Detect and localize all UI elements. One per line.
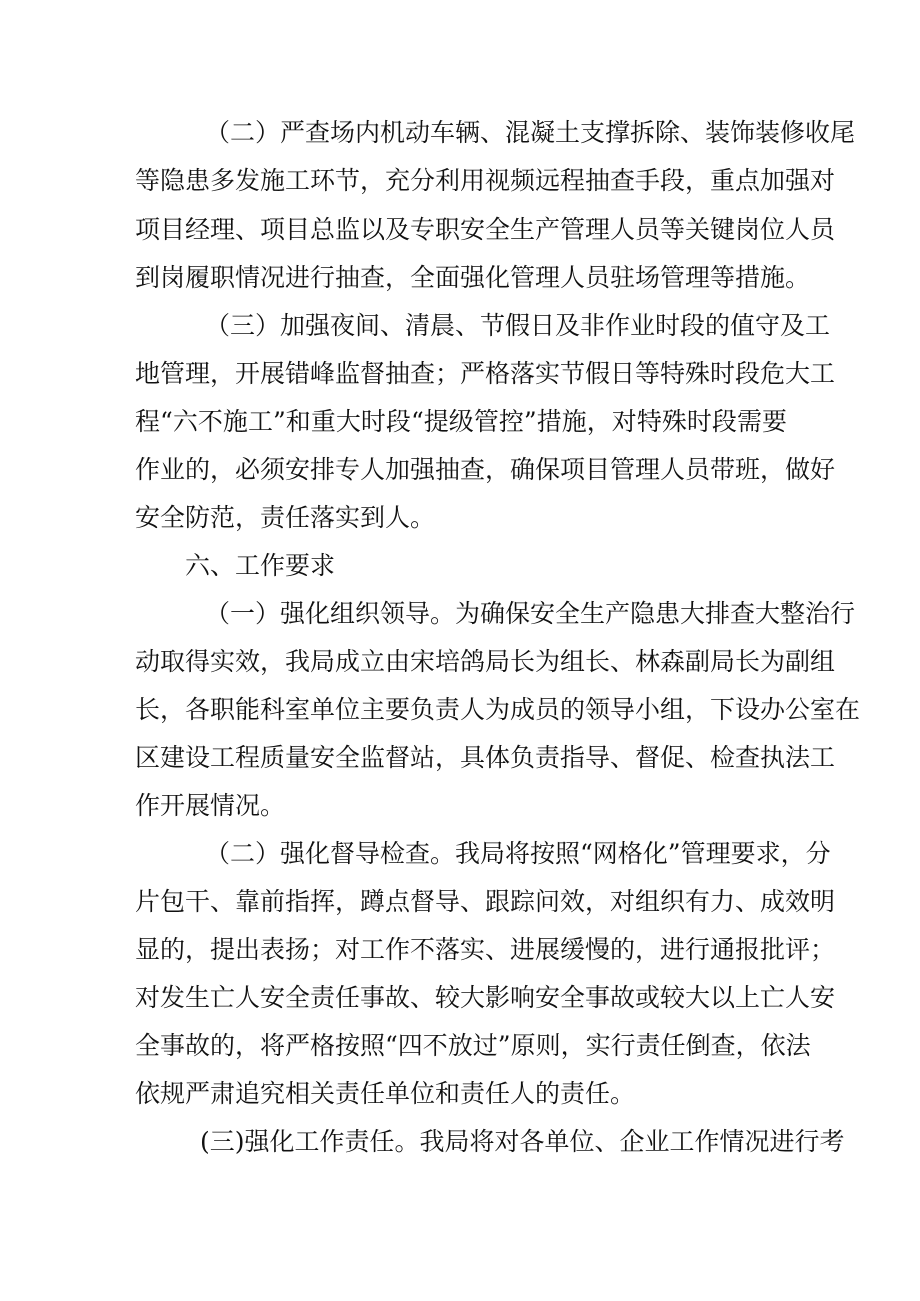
text-line: 片包干、靠前指挥，蹲点督导、跟踪问效，对组织有力、成效明: [135, 887, 836, 916]
section-heading: 六、工作要求: [185, 551, 336, 580]
text-line: （三）加强夜间、清晨、节假日及非作业时段的值守及工: [205, 311, 831, 340]
text-line: (三)强化工作责任。我局将对各单位、企业工作情况进行考: [200, 1127, 845, 1156]
text-line: （二）强化督导检查。我局将按照“网格化”管理要求，分: [205, 839, 831, 868]
text-line: 全事故的，将严格按照“四不放过”原则，实行责任倒查，依法: [135, 1031, 811, 1060]
text-line: 区建设工程质量安全监督站，具体负责指导、督促、检查执法工: [135, 743, 836, 772]
text-line: 长，各职能科室单位主要负责人为成员的领导小组，下设办公室在: [135, 695, 861, 724]
text-line: 到岗履职情况进行抽查，全面强化管理人员驻场管理等措施。: [135, 263, 811, 292]
text-line: 程“六不施工”和重大时段“提级管控”措施，对特殊时段需要: [135, 407, 787, 436]
text-line: 显的，提出表扬；对工作不落实、进展缓慢的，进行通报批评；: [135, 935, 836, 964]
text-line: （二）严查场内机动车辆、混凝土支撑拆除、装饰装修收尾: [205, 118, 856, 147]
text-line: 地管理，开展错峰监督抽查；严格落实节假日等特殊时段危大工: [135, 359, 836, 388]
text-line: 动取得实效，我局成立由宋培鸽局长为组长、林森副局长为副组: [135, 647, 836, 676]
text-line: 对发生亡人安全责任事故、较大影响安全事故或较大以上亡人安: [135, 983, 836, 1012]
text-line: 作开展情况。: [135, 791, 286, 820]
text-line: 作业的，必须安排专人加强抽查，确保项目管理人员带班，做好: [135, 455, 836, 484]
text-line: 项目经理、项目总监以及专职安全生产管理人员等关键岗位人员: [135, 215, 836, 244]
text-line: （一）强化组织领导。为确保安全生产隐患大排查大整治行: [205, 599, 856, 628]
text-line: 安全防范，责任落实到人。: [135, 503, 436, 532]
text-line: 依规严肃追究相关责任单位和责任人的责任。: [135, 1079, 636, 1108]
text-line: 等隐患多发施工环节，充分利用视频远程抽查手段，重点加强对: [135, 166, 836, 195]
